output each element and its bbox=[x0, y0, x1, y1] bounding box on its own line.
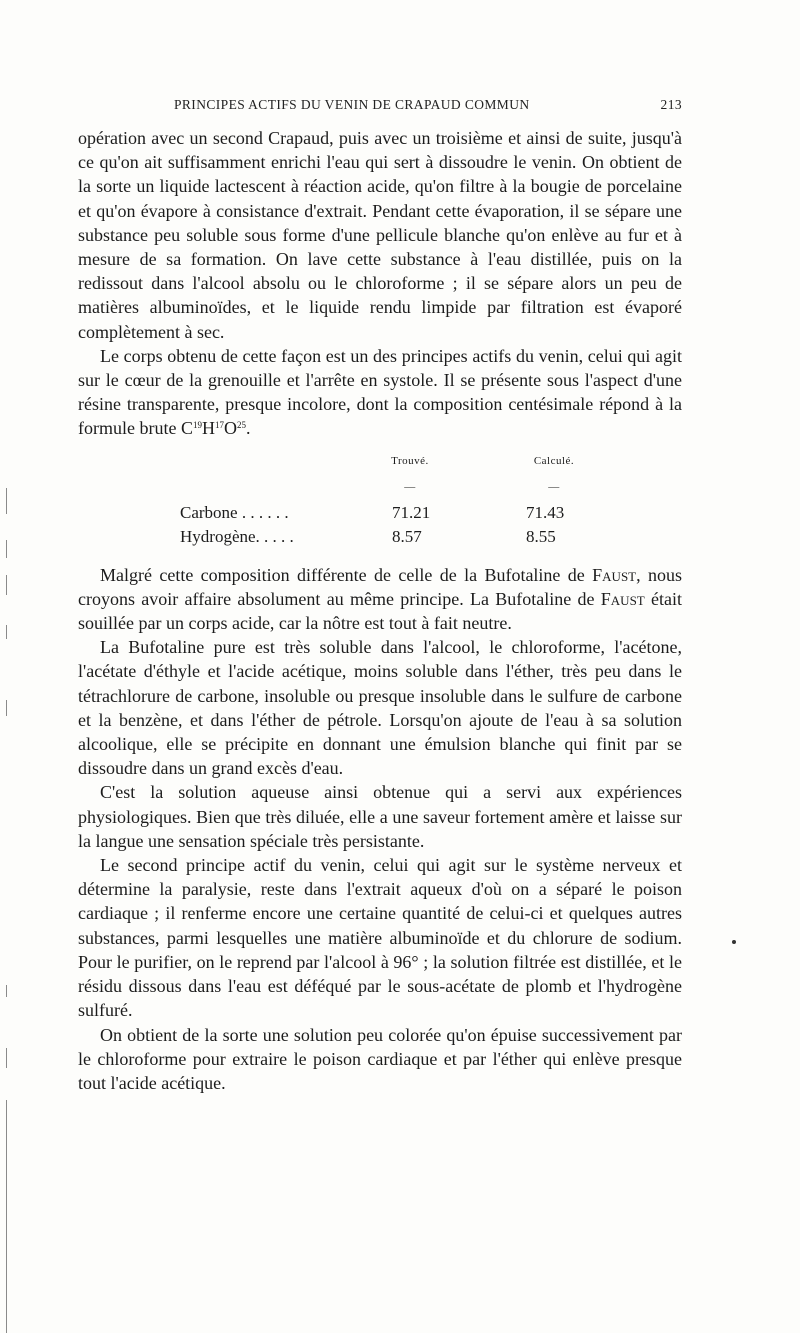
running-title: PRINCIPES ACTIFS DU VENIN DE CRAPAUD COMMUN bbox=[174, 97, 530, 112]
scan-margin-mark bbox=[6, 575, 7, 595]
column-header-dash: — bbox=[548, 480, 560, 493]
formula-element: H bbox=[201, 418, 215, 439]
formula-subscript: 25 bbox=[236, 420, 246, 431]
calculated-value: 8.55 bbox=[526, 526, 556, 546]
scan-margin-mark bbox=[6, 700, 7, 716]
column-header-label: Trouvé. bbox=[391, 454, 429, 467]
column-header-dash: — bbox=[404, 480, 416, 493]
paragraph-text: , nous croyons avoir affaire absolument au même principe. La Bufotaline de bbox=[78, 564, 682, 609]
found-value: 71.21 bbox=[392, 502, 431, 522]
paragraph: C'est la solution aqueuse ainsi obtenue qui a servi aux expériences physiologiques. Bien que très diluée, elle a une saveur fortement amère et laisse sur la langue une sensation spéciale très persistante. bbox=[78, 782, 682, 851]
row-label: Carbone . . . . . . bbox=[180, 502, 289, 522]
scan-speck bbox=[732, 940, 736, 944]
paragraph: Le second principe actif du venin, celui qui agit sur le système nerveux et détermine la paralysie, reste dans l'extrait aqueux d'où on a séparé le poison cardiaque ; il renferme encore une certaine quantité de celui-ci et quelques autres substances, parmi lesquelles une matière albuminoïde et du chlorure de sodium. Pour le purifier, on le reprend par l'alcool à 96° ; la solution filtrée est distillée, et le résidu dissous dans l'eau est déféqué par le sous-acétate de plomb et l'hydrogène sulfuré. bbox=[78, 855, 682, 1021]
body-text bbox=[78, 126, 682, 1095]
composition-table bbox=[78, 449, 682, 557]
row-label: Hydrogène. . . . . bbox=[180, 526, 294, 546]
scan-margin-mark bbox=[6, 985, 7, 997]
formula-element: O bbox=[223, 418, 237, 439]
author-name: Faust bbox=[592, 564, 637, 585]
page-number: 213 bbox=[660, 97, 682, 112]
paragraph-text: Malgré cette composition différente de celle de la Bufotaline de bbox=[100, 564, 593, 585]
formula-subscript: 17 bbox=[214, 420, 224, 431]
paragraph: opération avec un second Crapaud, puis avec un troisième et ainsi de suite, jusqu'à ce qu'on ait suffisamment enrichi l'eau qui sert à dissoudre le venin. On obtient de la sorte un liquide lactescent à réaction acide, qu'on filtre à la bougie de porcelaine et qu'on évapore à consistance d'extrait. Pendant cette évaporation, il se sépare une substance peu soluble sous forme d'une pellicule blanche qu'on enlève au fur et à mesure de sa formation. On lave cette substance à l'eau distillée, puis on la redissout dans l'alcool absolu ou le chloroforme ; il se sépare alors un peu de matières albuminoïdes, et le liquide rendu limpide par filtration est évaporé complètement à sec. bbox=[78, 128, 682, 342]
paragraph bbox=[78, 344, 682, 441]
column-header-label: Calculé. bbox=[533, 454, 575, 467]
column-header-found bbox=[380, 449, 440, 499]
found-value: 8.57 bbox=[392, 526, 422, 546]
paragraph-text: était souillée par un corps acide, car la nôtre est tout à fait neutre. bbox=[78, 588, 683, 634]
scan-margin-mark bbox=[6, 488, 7, 514]
paragraph: On obtient de la sorte une solution peu colorée qu'on épuise successivement par le chloroforme pour extraire le poison cardiaque et par l'éther qui enlève presque tout l'acide acétique. bbox=[78, 1024, 682, 1093]
scan-margin-mark bbox=[6, 540, 7, 558]
paragraph: La Bufotaline pure est très soluble dans l'alcool, le chloroforme, l'acétone, l'acétate d'éthyle et l'acide acétique, moins soluble dans l'éther, très peu dans le tétrachlorure de carbone, insoluble ou presque insoluble dans le sulfure de carbone et la benzène, et dans l'éther de pétrole. Lorsqu'on ajoute de l'eau à sa solution alcoolique, elle se précipite en donnant une émulsion blanche qui finit par se dissoudre dans un grand excès d'eau. bbox=[78, 637, 682, 779]
formula-subscript: 19 bbox=[192, 420, 202, 431]
paragraph-text: Le corps obtenu de cette façon est un des principes actifs du venin, celui qui agit sur le cœur de la grenouille et l'arrête en systole. Il se présente sous l'aspect d'une résine transparente, presque incolore, dont la composition centésimale répond à la formule brute C bbox=[78, 345, 682, 439]
paragraph bbox=[78, 563, 682, 636]
scan-margin-mark bbox=[6, 1048, 7, 1068]
scan-margin-mark bbox=[6, 1100, 7, 1333]
author-name: Faust bbox=[600, 588, 645, 609]
formula-end: . bbox=[245, 418, 251, 439]
calculated-value: 71.43 bbox=[526, 502, 565, 522]
scan-margin-mark bbox=[6, 625, 7, 639]
column-header-calculated bbox=[524, 449, 584, 499]
